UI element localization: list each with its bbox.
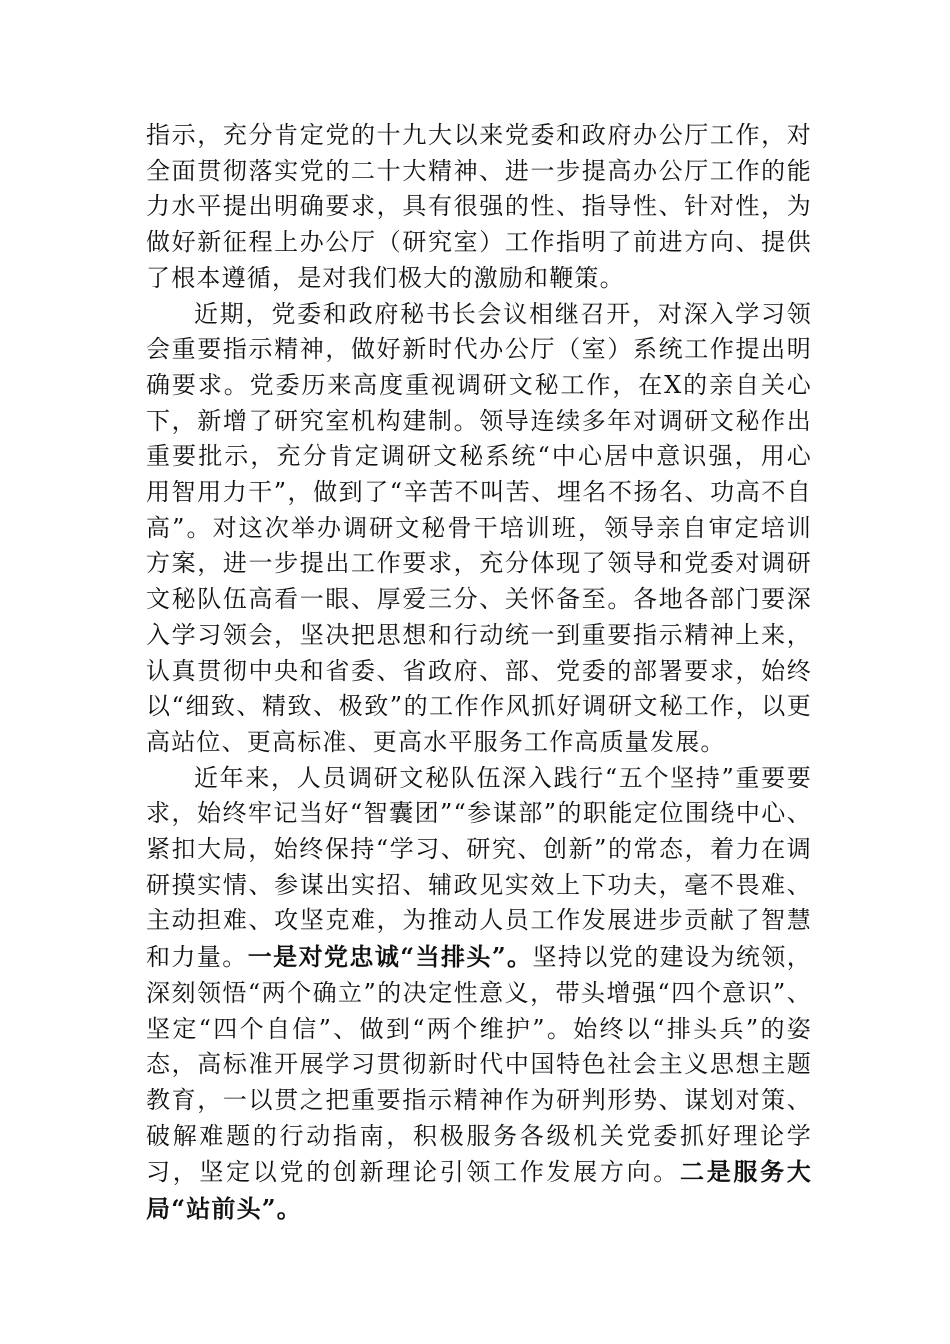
paragraph-2: [146, 297, 812, 761]
paragraph-1: [146, 118, 812, 297]
document-body: [146, 118, 812, 1228]
paragraph-2-text: 近期，党委和政府秘书长会议相继召开，对深入学习领会重要指示精神，做好新时代办公厅（室）系统工作提出明确要求。党委历来高度重视调研文秘工作，在X的亲自关心下，新增了研究室机构建制。领导连续多年对调研文秘作出重要批示，充分肯定调研文秘系统“中心居中意识强，用心用智用力干”，做到了“辛苦不叫苦、埋名不扬名、功高不自高”。对这次举办调研文秘骨干培训班，领导亲自审定培训方案，进一步提出工作要求，充分体现了领导和党委对调研文秘队伍高看一眼、厚爱三分、关怀备至。各地各部门要深入学习领会，坚决把思想和行动统一到重要指示精神上来，认真贯彻中央和省委、省政府、部、党委的部署要求，始终以“细致、精致、极致”的工作作风抓好调研文秘工作，以更高站位、更高标准、更高水平服务工作高质量发展。: [146, 299, 812, 756]
paragraph-3: [146, 761, 812, 1228]
section-heading-one: 一是对党忠诚“当排头”。: [247, 942, 533, 972]
paragraph-3-text-cont: 坚持以党的建设为统领，深刻领悟“两个确立”的决定性意义，带头增强“四个意识”、坚定“四个自信”、做到“两个维护”。始终以“排头兵”的姿态，高标准开展学习贯彻新时代中国特色社会主义思想主题教育，一以贯之把重要指示精神作为研判形势、谋划对策、破解难题的行动指南，积极服务各级机关党委抓好理论学习，坚定以党的创新理论引领工作发展方向。: [146, 943, 812, 1187]
paragraph-1-text: 指示，充分肯定党的十九大以来党委和政府办公厅工作，对全面贯彻落实党的二十大精神、进一步提高办公厅工作的能力水平提出明确要求，具有很强的性、指导性、针对性，为做好新征程上办公厅（研究室）工作指明了前进方向、提供了根本遵循，是对我们极大的激励和鞭策。: [146, 121, 812, 292]
section-heading-two: 二是服务大局“站前头”。: [146, 1157, 812, 1224]
paragraph-3-text: 近年来，人员调研文秘队伍深入践行“五个坚持”重要要求，始终牢记当好“智囊团”“参谋部”的职能定位围绕中心、紧扣大局，始终保持“学习、研究、创新”的常态，着力在调研摸实情、参谋出实招、辅政见实效上下功夫，毫不畏难、主动担难、攻坚克难，为推动人员工作发展进步贡献了智慧和力量。: [146, 763, 812, 972]
